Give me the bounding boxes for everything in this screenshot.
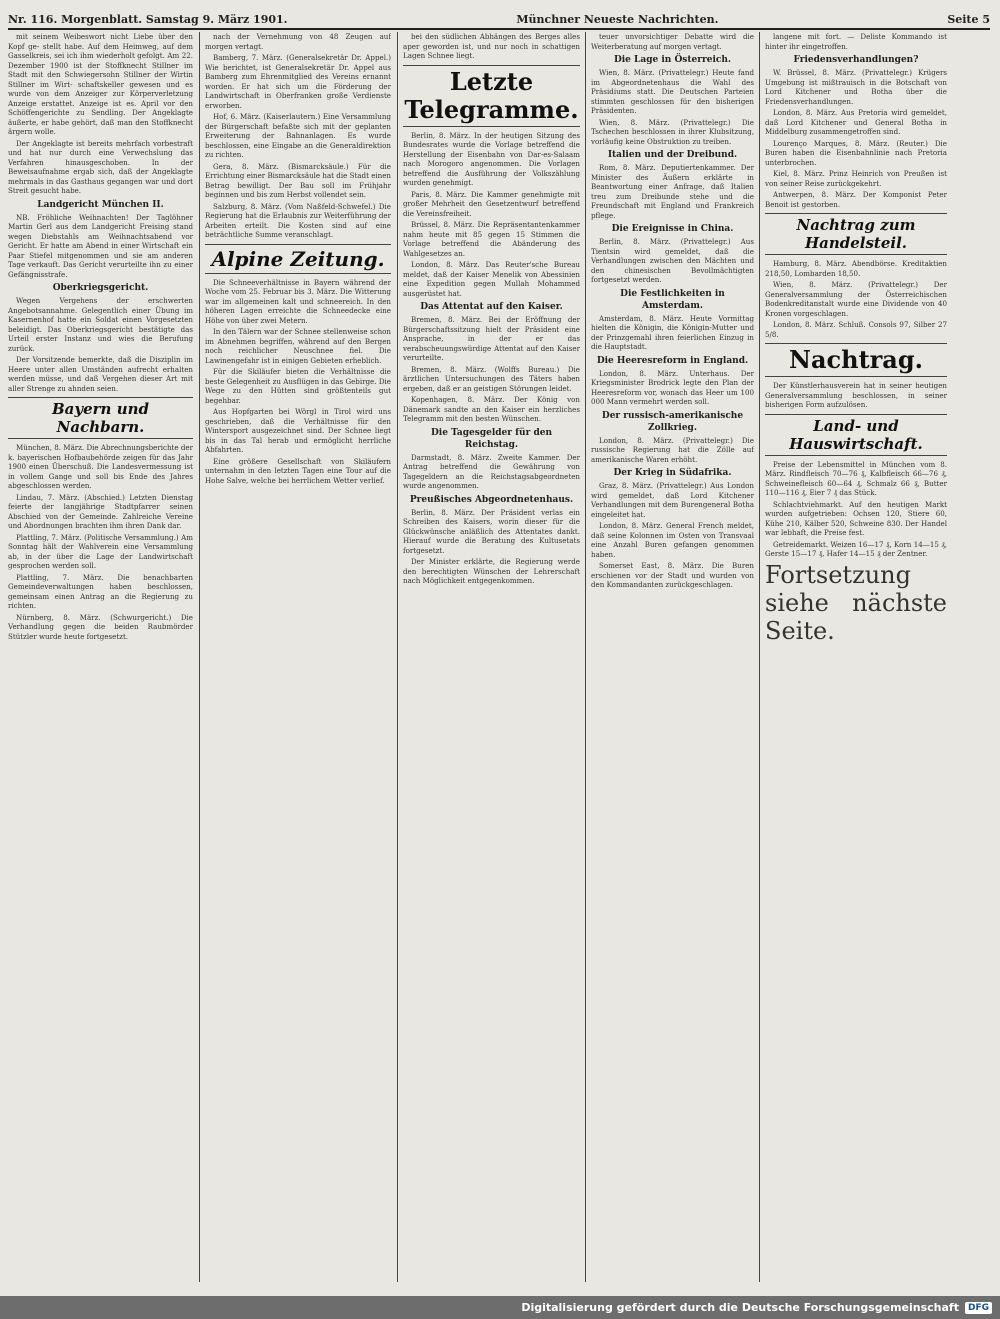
section-heading: Oberkriegsgericht. (52, 283, 149, 293)
article-paragraph: Hof, 6. März. (Kaiserlautern.) Eine Versammlung der Bürgerschaft befaßte sich mit der geplanten Erweiterung der Bahnanlagen. Es wurde beschlossen, eine Eingabe an die Generaldirektion zu richten. (205, 112, 391, 159)
header-issue: Nr. 116. Morgenblatt. Samstag 9. März 1901. (8, 13, 288, 26)
article-paragraph: Darmstadt, 8. März. Zweite Kammer. Der Antrag betreffend die Gewährung von Tagegeldern an die Reichstagsabgeordneten wurde angenommen. (403, 452, 580, 490)
article-paragraph: Lourenço Marques, 8. März. (Reuter.) Die Buren haben die Eisenbahnlinie nach Pretoria unterbrochen. (765, 138, 947, 167)
article-paragraph: Paris, 8. März. Die Kammer genehmigte mit großer Mehrheit den Gesetzentwurf betreffend die Vereinsfreiheit. (403, 189, 580, 218)
section-heading: Nachtrag. (765, 343, 947, 377)
article-paragraph: Antwerpen, 8. März. Der Komponist Peter Benoit ist gestorben. (765, 190, 947, 209)
article-paragraph: London, 8. März. General French meldet, daß seine Kolonnen im Osten von Transvaal eine Anzahl Buren gefangen genommen haben. (591, 521, 754, 559)
column-5 (765, 32, 947, 1282)
column-divider (397, 32, 398, 1282)
article-paragraph: Die Schneeverhältnisse in Bayern während der Woche vom 25. Februar bis 3. März. Die Witterung war im allgemeinen kalt und schneereich. In den höheren Lagen erreichte die Schneedecke eine Höhe von über zwei Metern. (205, 277, 391, 325)
article-paragraph: Rom, 8. März. Deputiertenkammer. Der Minister des Äußern erklärte in Beantwortung einer Anfrage, daß Italien treu zum Dreibunde stehe und die Freundschaft mit England und Frankreich pflege. (591, 163, 754, 220)
article-paragraph: Der Angeklagte ist bereits mehrfach vorbestraft und hat nur durch eine Verwechslung das Verfahren hinausgeschoben. In der Beweisaufnahme ergab sich, daß der Angeklagte mehrmals in das Gasthaus gegangen war und dort Streit gesucht habe. (8, 138, 193, 195)
article-paragraph: Somerset East, 8. März. Die Buren erschienen vor der Stadt und wurden von den Kommandanten zurückgeschlagen. (591, 561, 754, 589)
section-heading: Friedensverhandlungen? (793, 55, 919, 65)
footer-credit: Digitalisierung gefördert durch die Deutsche Forschungsgemeinschaft (521, 1301, 959, 1314)
section-heading: Italien und der Dreibund. (607, 150, 738, 160)
article-paragraph: Der Vorsitzende bemerkte, daß die Disziplin im Heere unter allen Umständen aufrecht erhalten werden müsse, und daß Vergehen dieser Art mit aller Strenge zu ahnden seien. (8, 355, 193, 393)
column-3 (403, 32, 580, 1282)
header-page-number: Seite 5 (947, 13, 990, 26)
article-paragraph: Wien, 8. März. (Privattelegr.) Der Generalversammlung der Österreichischen Bodenkreditanstalt wurde eine Dividende von 40 Kronen vorgeschlagen. (765, 280, 947, 318)
page-header (8, 6, 990, 30)
article-paragraph: London, 8. März. Das Reuter'sche Bureau meldet, daß der Kaiser Menelik von Abessinien eine Expedition gegen Mullah Mohammed ausgerüstet hat. (403, 260, 580, 298)
column-4 (591, 32, 754, 1282)
article-paragraph: Wien, 8. März. (Privattelegr.) Die Tschechen beschlossen in ihrer Klubsitzung, vorläufig keine Obstruktion zu treiben. (591, 117, 754, 146)
article-paragraph: Kiel, 8. März. Prinz Heinrich von Preußen ist von seiner Reise zurückgekehrt. (765, 169, 947, 188)
article-paragraph: Salzburg, 8. März. (Vom Naßfeld-Schwefel.) Die Regierung hat die Erlaubnis zur Weiterführung der Arbeiten erteilt. Die Kosten sind auf eine beträchtliche Summe veranschlagt. (205, 201, 391, 239)
section-heading: Der Krieg in Südafrika. (613, 468, 732, 478)
article-paragraph: NB. Fröhliche Weihnachten! Der Taglöhner Martin Gerl aus dem Landgericht Freising stand wegen Diebstahls am Weihnachtsabend vor Gericht. Er hatte am Abend in einer Wirtschaft ein Paar Stiefel mitgenommen und sie am anderen Tage verkauft. Das Gericht verurteilte ihn zu einer Gefängnisstrafe. (8, 212, 193, 279)
section-heading: Alpine Zeitung. (205, 244, 391, 274)
article-paragraph: bei den südlichen Abhängen des Berges alles aper geworden ist, und nur noch in schattigen Lagen Schnee liegt. (403, 32, 580, 60)
section-heading: Landgericht München II. (37, 199, 164, 210)
section-heading: Bayern und Nachbarn. (8, 397, 193, 439)
article-paragraph: Graz, 8. März. (Privattelegr.) Aus London wird gemeldet, daß Lord Kitchener Verhandlungen mit dem Burengeneral Botha eingeleitet hat. (591, 481, 754, 519)
article-paragraph: Eine größere Gesellschaft von Skiläufern unternahm in den letzten Tagen eine Tour auf die Hohe Salve, welche bei herrlichem Wetter verlief. (205, 456, 391, 485)
article-paragraph: Für die Skiläufer bieten die Verhältnisse die beste Gelegenheit zu Ausflügen in das Gebirge. Die Wege zu den Hütten sind größtenteils gut begehbar. (205, 367, 391, 405)
section-heading: Fortsetzung siehe nächste Seite. (765, 560, 947, 645)
section-heading: Die Lage in Österreich. (613, 55, 732, 65)
section-heading: Das Attentat auf den Kaiser. (420, 302, 563, 312)
section-heading: Nachtrag zum Handelsteil. (765, 213, 947, 255)
article-paragraph: Der Künstlerhausverein hat in seiner heutigen Generalversammlung beschlossen, in seiner bisherigen Form aufzulösen. (765, 381, 947, 409)
header-masthead: Münchner Neueste Nachrichten. (516, 13, 719, 26)
article-paragraph: In den Tälern war der Schnee stellenweise schon im Abnehmen begriffen, während auf den Bergen noch reichlicher Neuschnee fiel. Die Lawinengefahr ist in einigen Gebieten erheblich. (205, 327, 391, 365)
dfg-logo: DFG (965, 1302, 992, 1314)
article-paragraph: Berlin, 8. März. In der heutigen Sitzung des Bundesrates wurde die Vorlage betreffend die Herstellung der Eisenbahn von Dar-es-Salaam nach Morogoro angenommen. Die Vorlagen betreffend die Ausführung der Volkszählung wurden genehmigt. (403, 130, 580, 187)
article-paragraph: Plattling, 7. März. Die benachbarten Gemeindeverwaltungen haben beschlossen, gemeinsam einen Antrag an die Regierung zu richten. (8, 572, 193, 610)
article-paragraph: Aus Hopfgarten bei Wörgl in Tirol wird uns geschrieben, daß die Verhältnisse für den Wintersport ausgezeichnet sind. Der Schnee liegt bis in das Tal herab und ermöglicht herrliche Abfahrten. (205, 407, 391, 454)
article-paragraph: Lindau, 7. März. (Abschied.) Letzten Dienstag feierte der langjährige Stadtpfarrer seinen Abschied von der Gemeinde. Zahlreiche Vereine und Abordnungen brachten ihm ihren Dank dar. (8, 492, 193, 530)
section-heading: Die Heeresreform in England. (596, 355, 749, 366)
article-paragraph: Hamburg, 8. März. Abendbörse. Kreditaktien 218,50, Lombarden 18,50. (765, 259, 947, 278)
article-paragraph: Wien, 8. März. (Privattelegr.) Heute fand im Abgeordnetenhaus die Wahl des Präsidiums statt. Die Deutschen Parteien stimmten geschlossen für den bisherigen Präsidenten. (591, 68, 754, 115)
section-heading: Letzte Telegramme. (403, 65, 580, 127)
article-paragraph: langene mit fort. — Deliste Kommando ist hinter ihr eingetroffen. (765, 32, 947, 51)
article-paragraph: nach der Vernehmung von 48 Zeugen auf morgen vertagt. (205, 32, 391, 51)
article-paragraph: teuer unvorsichtiger Debatte wird die Weiterberatung auf morgen vertagt. (591, 32, 754, 51)
column-2 (205, 32, 391, 1282)
column-divider (585, 32, 586, 1282)
article-paragraph: Brüssel, 8. März. Die Repräsentantenkammer nahm heute mit 85 gegen 15 Stimmen die Vorlage betreffend die Abänderung des Wahlgesetzes an. (403, 220, 580, 258)
article-paragraph: Kopenhagen, 8. März. Der König von Dänemark sandte an den Kaiser ein herzliches Telegramm mit den besten Wünschen. (403, 395, 580, 423)
section-heading: Die Festlichkeiten in Amsterdam. (620, 288, 725, 311)
article-paragraph: München, 8. März. Die Abrechnungsberichte der k. bayerischen Hofbaubehörde zeigen für das Jahr 1900 einen Überschuß. Die Landesvermessung ist in vollem Gange und soll bis Ende des Jahres abgeschlossen werden. (8, 443, 193, 490)
digitization-footer (0, 1296, 1000, 1319)
article-paragraph: London, 8. März. Unterhaus. Der Kriegsminister Brodrick legte den Plan der Heeresreform vor, wonach das Heer um 100 000 Mann vermehrt werden soll. (591, 368, 754, 406)
column-divider (759, 32, 760, 1282)
section-heading: Preußisches Abgeordnetenhaus. (409, 494, 574, 505)
article-paragraph: Bremen, 8. März. (Wolffs Bureau.) Die ärztlichen Untersuchungen des Täters haben ergeben, daß er an geistigen Störungen leidet. (403, 364, 580, 393)
article-paragraph: mit seinem Weibeswort nicht Liebe über den Kopf ge- stellt habe. Auf dem Heimweg, auf dem Gasselkreis, sei ich ihm wiederholt gefolgt. Am 22. Dezember 1900 ist der Stoffknecht Stillner im Stadt mit den Schwiegersohn Stillner der Wirtin Stillner im Wirt- schaftskeller gewesen und es wurde von dem Anzeiger zur Körperverletzung Anzeige erstattet. Anzeige ist es. April vor den Schöffengerichte zu Sendling. Der Angeklagte äußerte, er habe gehört, daß man den Stoffknecht ärgern wolle. (8, 32, 193, 136)
section-heading: Der russisch-amerikanische Zollkrieg. (601, 410, 744, 433)
section-heading: Die Tagesgelder für den Reichstag. (430, 427, 553, 450)
article-paragraph: Gera, 8. März. (Bismarcksäule.) Für die Errichtung einer Bismarcksäule hat die Stadt einen Betrag bewilligt. Der Bau soll im Frühjahr beginnen und bis zum Herbst vollendet sein. (205, 161, 391, 199)
section-heading: Die Ereignisse in China. (611, 224, 734, 234)
article-paragraph: Berlin, 8. März. (Privattelegr.) Aus Tientsin wird gemeldet, daß die Verhandlungen zwischen den Mächten und den chinesischen Bevollmächtigten fortgesetzt werden. (591, 237, 754, 284)
article-paragraph: Wegen Vergehens der erschwerten Angebotsannahme. Gelegentlich einer Übung im Kasernenhof hatte ein Soldat einen Vorgesetzten beleidigt. Das Oberkriegsgericht bestätigte das Urteil erster Instanz und wies die Berufung zurück. (8, 296, 193, 353)
column-1 (8, 32, 193, 1282)
article-paragraph: Amsterdam, 8. März. Heute Vormittag hielten die Königin, die Königin-Mutter und der Prinzgemahl ihren feierlichen Einzug in die Hauptstadt. (591, 313, 754, 351)
article-paragraph: Nürnberg, 8. März. (Schwurgericht.) Die Verhandlung gegen die beiden Raubmörder Stützler wurde heute fortgesetzt. (8, 612, 193, 641)
section-heading: Land- und Hauswirtschaft. (765, 414, 947, 456)
article-paragraph: London, 8. März. Aus Pretoria wird gemeldet, daß Lord Kitchener und General Botha in Middelburg zusammengetroffen sind. (765, 108, 947, 136)
article-paragraph: Der Minister erklärte, die Regierung werde den berechtigten Wünschen der Lehrerschaft nach Möglichkeit entgegenkommen. (403, 557, 580, 585)
article-paragraph: Berlin, 8. März. Der Präsident verlas ein Schreiben des Kaisers, worin dieser für die Glückwünsche anläßlich des Attentates dankt. Hierauf wurde die Beratung des Kultusetats fortgesetzt. (403, 507, 580, 555)
article-paragraph: W. Brüssel, 8. März. (Privattelegr.) Krügers Umgebung ist mißtrauisch in die Botschaft von Lord Kitchener und Botha über die Friedensverhandlungen. (765, 68, 947, 106)
article-paragraph: Getreidemarkt. Weizen 16—17 ₰, Korn 14—15 ₰, Gerste 15—17 ₰, Hafer 14—15 ₰ der Zentner. (765, 539, 947, 558)
article-paragraph: Schlachtviehmarkt. Auf den heutigen Markt wurden aufgetrieben: Ochsen 120, Stiere 60, Kühe 210, Kälber 520, Schweine 830. Der Handel war lebhaft, die Preise fest. (765, 499, 947, 537)
column-divider (199, 32, 200, 1282)
article-paragraph: Plattling, 7. März. (Politische Versammlung.) Am Sonntag hält der Wahlverein eine Versammlung ab, in der über die Lage der Landwirtschaft gesprochen werden soll. (8, 532, 193, 570)
article-paragraph: London, 8. März. Schluß. Consols 97, Silber 27 5/8. (765, 320, 947, 339)
article-paragraph: Bamberg, 7. März. (Generalsekretär Dr. Appel.) Wie berichtet, ist Generalsekretär Dr. Appel aus Bamberg zum Ehrenmitglied des Vereins ernannt worden. Er hat sich um die Förderung der Landwirtschaft in Oberfranken große Verdienste erworben. (205, 53, 391, 110)
article-paragraph: Bremen, 8. März. Bei der Eröffnung der Bürgerschaftssitzung hielt der Präsident eine Ansprache, in der er das verabscheuungswürdige Attentat auf den Kaiser verurteilte. (403, 315, 580, 362)
article-paragraph: London, 8. März. (Privattelegr.) Die russische Regierung hat die Zölle auf amerikanische Waren erhöht. (591, 435, 754, 464)
article-paragraph: Preise der Lebensmittel in München vom 8. März. Rindfleisch 70—76 ₰, Kalbfleisch 66—76 ₰, Schweinefleisch 60—64 ₰, Schmalz 66 ₰, Butter 110—116 ₰, Eier 7 ₰ das Stück. (765, 459, 947, 497)
